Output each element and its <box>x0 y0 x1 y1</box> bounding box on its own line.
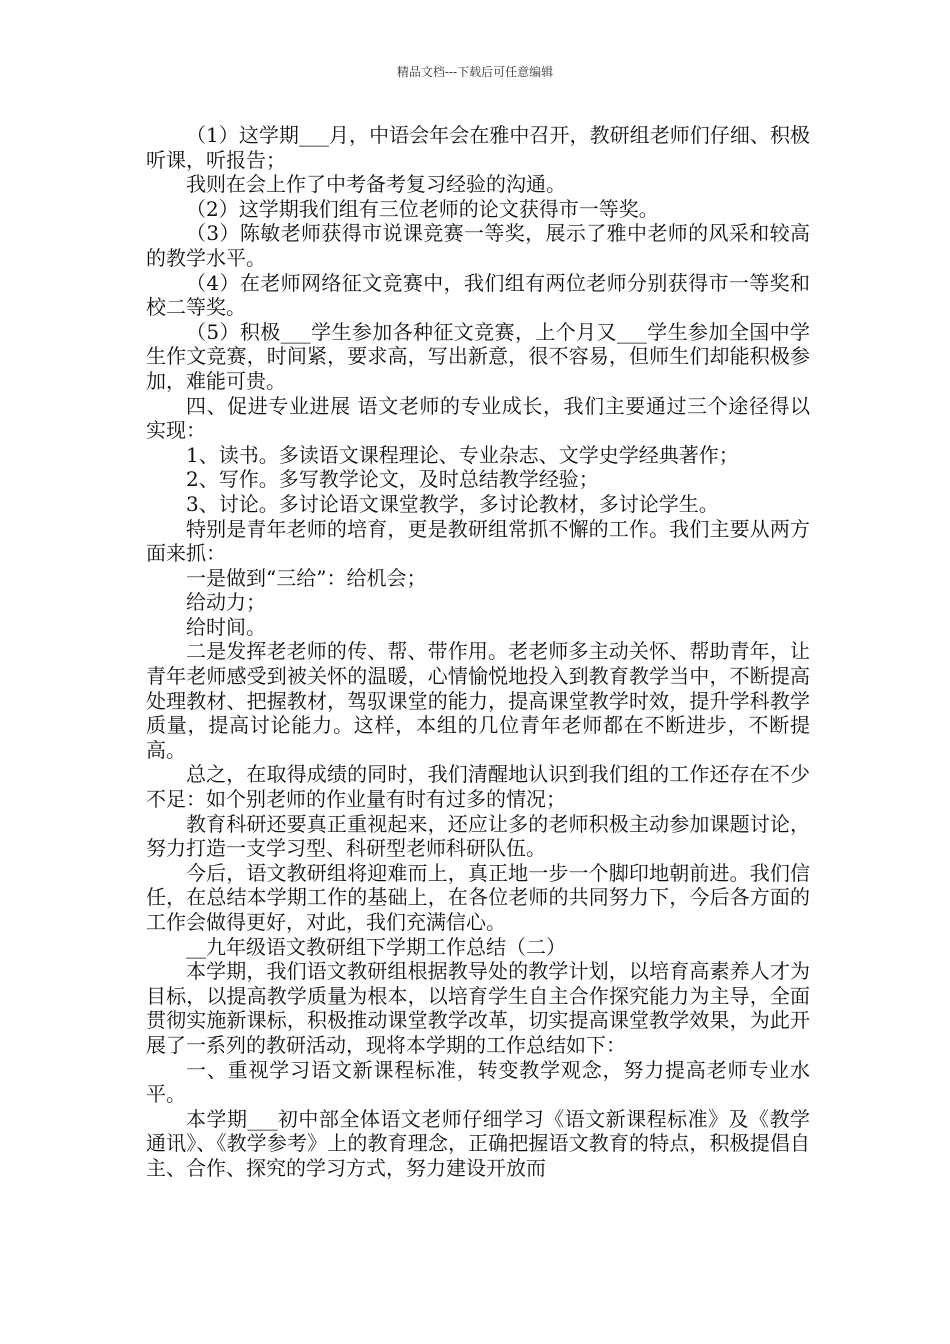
paragraph: （3）陈敏老师获得市说课竞赛一等奖，展示了雅中老师的风采和较高的教学水平。 <box>146 221 810 270</box>
paragraph: （2）这学期我们组有三位老师的论文获得市一等奖。 <box>186 196 659 221</box>
paragraph: 二是发挥老老师的传、帮、带作用。老老师多主动关怀、帮助青年，让青年老师感受到被关怀的温暖，心情愉悦地投入到教育教学当中，不断提高处理教材、把握教材，驾驭课堂的能力，提高课堂教学时效，提升学科教学质量，提高讨论能力。这样，本组的几位青年老师都在不断进步，不断提高。 <box>146 639 810 762</box>
paragraph: 我则在会上作了中考备考复习经验的沟通。 <box>186 172 566 197</box>
paragraph: （1）这学期___月，中语会年会在雅中召开，教研组老师们仔细、积极听课，听报告； <box>146 123 810 172</box>
paragraph: 给时间。 <box>186 614 266 639</box>
paragraph: 今后，语文教研组将迎难而上，真正地一步一个脚印地朝前进。我们信任，在总结本学期工作的基础上，在各位老师的共同努力下，今后各方面的工作会做得更好，对此，我们充满信心。 <box>146 860 810 934</box>
paragraph: 总之，在取得成绩的同时，我们清醒地认识到我们组的工作还存在不少不足：如个别老师的作业量有时有过多的情况； <box>146 762 810 812</box>
list-item: 3、讨论。多讨论语文课堂教学，多讨论教材，多讨论学生。 <box>186 491 719 516</box>
paragraph: 教育科研还要真正重视起来，还应让多的老师积极主动参加课题讨论，努力打造一支学习型、科研型老师科研队伍。 <box>146 811 810 861</box>
document-title: __九年级语文教研组下学期工作总结（二） <box>186 934 566 959</box>
paragraph: 特别是青年老师的培育，更是教研组常抓不懈的工作。我们主要从两方面来抓： <box>146 516 810 566</box>
section-heading: 一、重视学习语文新课程标准，转变教学观念，努力提高老师专业水平。 <box>146 1057 810 1107</box>
paragraph: 本学期，我们语文教研组根据教导处的教学计划，以培育高素养人才为目标，以提高教学质量为根本，以培育学生自主合作探究能力为主导，全面贯彻实施新课标，积极推动课堂教学改革，切实提高课堂教学效果，为此开展了一系列的教研活动，现将本学期的工作总结如下： <box>146 959 810 1057</box>
section-heading: 四、促进专业进展 语文老师的专业成长，我们主要通过三个途径得以实现： <box>146 393 810 443</box>
paragraph: 给动力； <box>186 590 266 615</box>
paragraph: （4）在老师网络征文竞赛中，我们组有两位老师分别获得市一等奖和校二等奖。 <box>146 270 810 320</box>
document-body <box>146 123 810 1181</box>
paragraph: 一是做到“三给”：给机会； <box>186 565 427 590</box>
page-header: 精品文档---下载后可任意编辑 <box>396 65 554 79</box>
paragraph: （5）积极___学生参加各种征文竞赛，上个月又___学生参加全国中学生作文竞赛，时间紧，要求高，写出新意，很不容易，但师生们却能积极参加，难能可贵。 <box>146 319 810 393</box>
list-item: 2、写作。多写教学论文，及时总结教学经验； <box>186 467 599 492</box>
paragraph: 本学期___初中部全体语文老师仔细学习《语文新课程标准》及《教学通讯》、《教学参考》上的教育理念，正确把握语文教育的特点，积极提倡自主、合作、探究的学习方式，努力建设开放而 <box>146 1106 810 1180</box>
list-item: 1、读书。多读语文课程理论、专业杂志、文学史学经典著作； <box>186 442 739 467</box>
